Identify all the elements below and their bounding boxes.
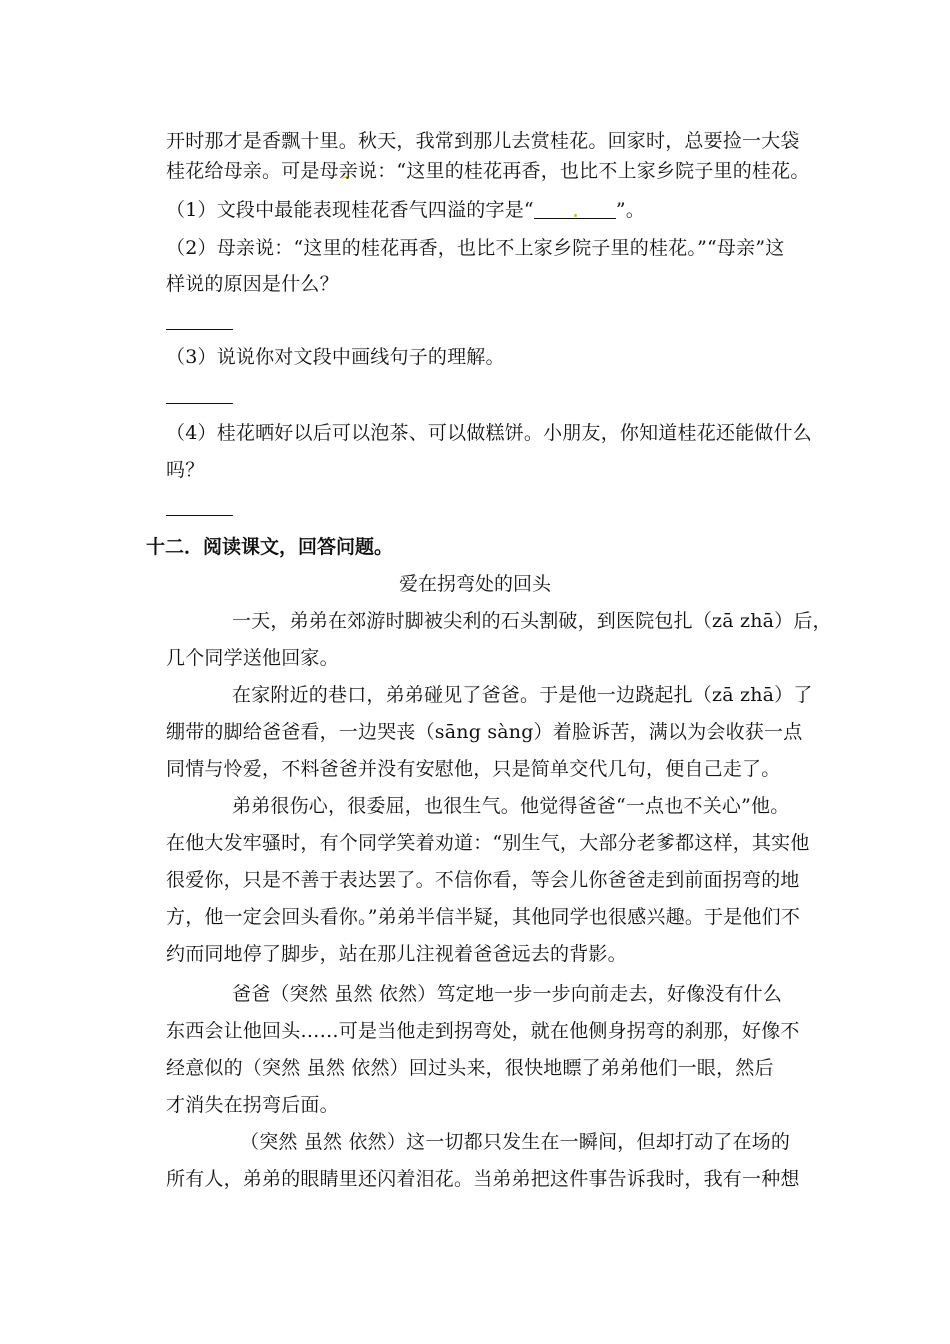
article-line: 几个同学送他回家。 <box>166 647 339 669</box>
answer-line[interactable] <box>166 403 233 404</box>
article-line: 弟弟很伤心，很委屈，也很生气。他觉得爸爸“一点也不关心”他。 <box>232 795 790 817</box>
article-line: 绷带的脚给爸爸看，一边哭丧（sāng sàng）着脸诉苦，满以为会收获一点 <box>166 721 803 743</box>
article-line: 东西会让他回头……可是当他走到拐弯处，就在他侧身拐弯的刹那，好像不 <box>166 1020 800 1042</box>
article-line: 一天，弟弟在郊游时脚被尖利的石头割破，到医院包扎（zā zhā）后， <box>232 610 832 632</box>
question-1-close: ”。 <box>615 199 645 221</box>
question-4-line: 吗？ <box>166 459 205 481</box>
article-line: 所有人，弟弟的眼睛里还闪着泪花。当弟弟把这件事告诉我时，我有一种想 <box>166 1168 800 1190</box>
question-2-line: （2）母亲说：“这里的桂花再香，也比不上家乡院子里的桂花。”“母亲”这 <box>166 237 785 259</box>
article-line: 经意似的（突然 虽然 依然）回过头来，很快地瞟了弟弟他们一眼，然后 <box>166 1057 774 1079</box>
answer-line[interactable] <box>166 515 233 516</box>
article-line: 在家附近的巷口，弟弟碰见了爸爸。于是他一边跷起扎（zā zhā）了 <box>232 684 813 706</box>
question-2-line: 样说的原因是什么？ <box>166 273 339 295</box>
article-line: 很爱你，只是不善于表达罢了。不信你看，等会儿你爸爸走到前面拐弯的地 <box>166 869 800 891</box>
answer-blank[interactable] <box>534 200 616 219</box>
passage-line: 开时那才是香飘十里。秋天，我常到那儿去赏桂花。回家时，总要捡一大袋 <box>166 130 800 152</box>
answer-line[interactable] <box>166 329 233 330</box>
question-3: （3）说说你对文段中画线句子的理解。 <box>166 346 505 368</box>
article-title: 爱在拐弯处的回头 <box>398 573 551 595</box>
article-line: 方，他一定会回头看你。”弟弟半信半疑，其他同学也很感兴趣。于是他们不 <box>166 906 801 928</box>
article-line: 才消失在拐弯后面。 <box>166 1094 339 1116</box>
article-line: 爸爸（突然 虽然 依然）笃定地一步一步向前走去，好像没有什么 <box>232 983 783 1005</box>
article-line: 在他大发牢骚时，有个同学笑着劝道：“别生气，大部分老爹都这样，其实他 <box>166 832 810 854</box>
question-1 <box>166 198 811 222</box>
article-line: 同情与怜爱，不料爸爸并没有安慰他，只是简单交代几句，便自己走了。 <box>166 758 781 780</box>
passage-line: 桂花给母亲。可是母亲说：“这里的桂花再香，也比不上家乡院子里的桂花。 <box>166 160 810 182</box>
article-line: （突然 虽然 依然）这一切都只发生在一瞬间，但却打动了在场的 <box>240 1131 791 1153</box>
article-line: 约而同地停了脚步，站在那儿注视着爸爸远去的背影。 <box>166 943 627 965</box>
yellow-dot <box>574 214 577 217</box>
question-1-text: （1）文段中最能表现桂花香气四溢的字是“ <box>166 199 534 221</box>
question-4-line: （4）桂花晒好以后可以泡茶、可以做糕饼。小朋友，你知道桂花还能做什么 <box>166 422 812 444</box>
section-heading: 十二．阅读课文，回答问题。 <box>146 536 394 558</box>
